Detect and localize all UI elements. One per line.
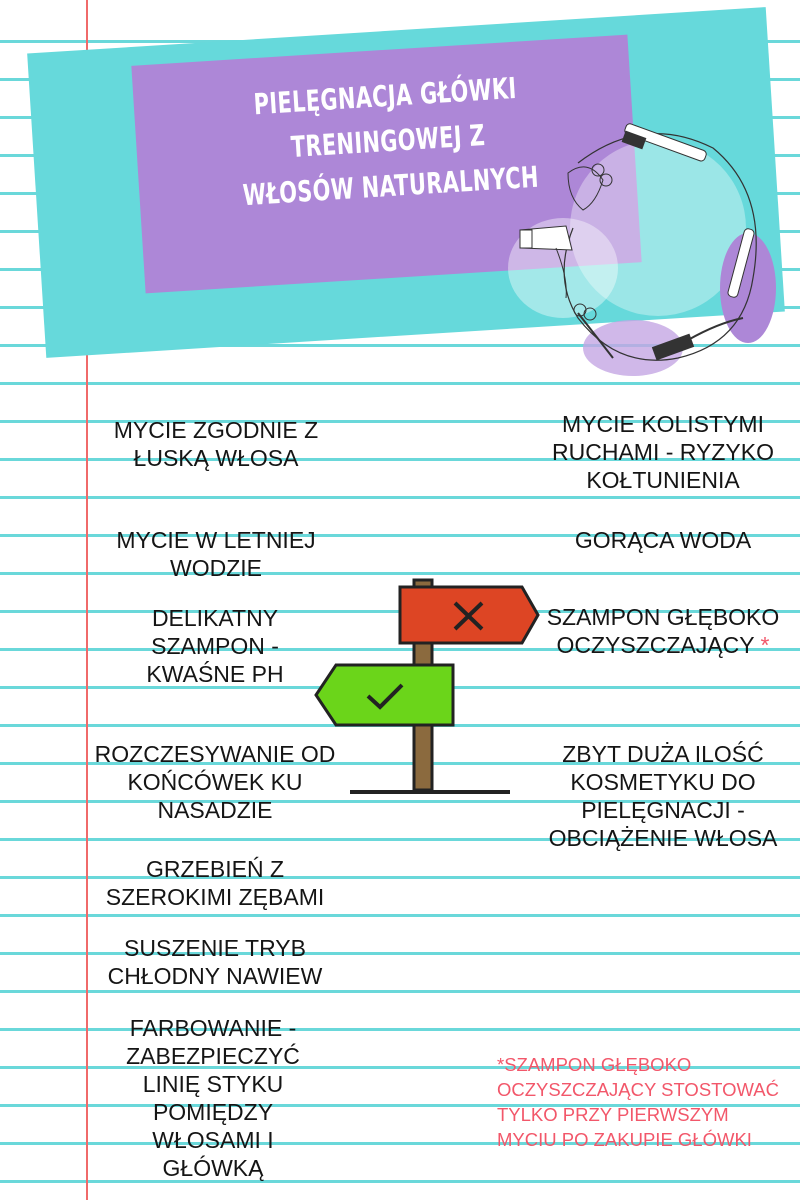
dont-item-too-much-product: ZBYT DUŻA ILOŚĆ KOSMETYKU DO PIELĘGNACJI - OBCIĄŻENIE WŁOSA [548, 741, 778, 851]
do-item-gentle-shampoo: DELIKATNY SZAMPON - KWAŚNE PH [146, 605, 284, 687]
page-title: PIELĘGNACJA GŁÓWKI TRENINGOWEJ Z WŁOSÓW NATURALNYCH [241, 70, 540, 213]
signpost-icon [310, 575, 550, 805]
footnote: *SZAMPON GŁĘBOKO OCZYSZCZAJĄCY STOSTOWAĆ TYLKO PRZY PIERWSZYM MYCIU PO ZAKUPIE GŁÓWKI [497, 1054, 779, 1150]
dont-item-clarifying-shampoo-text: SZAMPON GŁĘBOKO OCZYSZCZAJĄCY [546, 604, 780, 658]
dont-item-circular-washing: MYCIE KOLISTYMI RUCHAMI - RYZYKO KOŁTUNIENIA [552, 411, 774, 493]
do-item-detangling: ROZCZESYWANIE OD KOŃCÓWEK KU NASADZIE [94, 741, 336, 823]
dont-item-hot-water: GORĄCA WODA [574, 527, 752, 553]
do-item-coloring: FARBOWANIE - ZABEZPIECZYĆ LINIĘ STYKU POMIĘDZY WŁOSAMI I GŁÓWKĄ [126, 1015, 300, 1181]
dont-item-clarifying-shampoo [528, 603, 798, 659]
wrong-sign [400, 587, 538, 643]
do-item-cool-drying: SUSZENIE TRYB CHŁODNY NAWIEW [107, 935, 323, 989]
footnote-asterisk: * [760, 632, 770, 658]
hair-tools-icon [508, 118, 778, 383]
do-item-wide-comb: GRZEBIEŃ Z SZEROKIMI ZĘBAMI [105, 856, 325, 910]
do-item-washing-direction: MYCIE ZGODNIE Z ŁUSKĄ WŁOSA [113, 417, 319, 471]
do-item-lukewarm-water: MYCIE W LETNIEJ WODZIE [116, 527, 316, 581]
right-sign [316, 665, 453, 725]
